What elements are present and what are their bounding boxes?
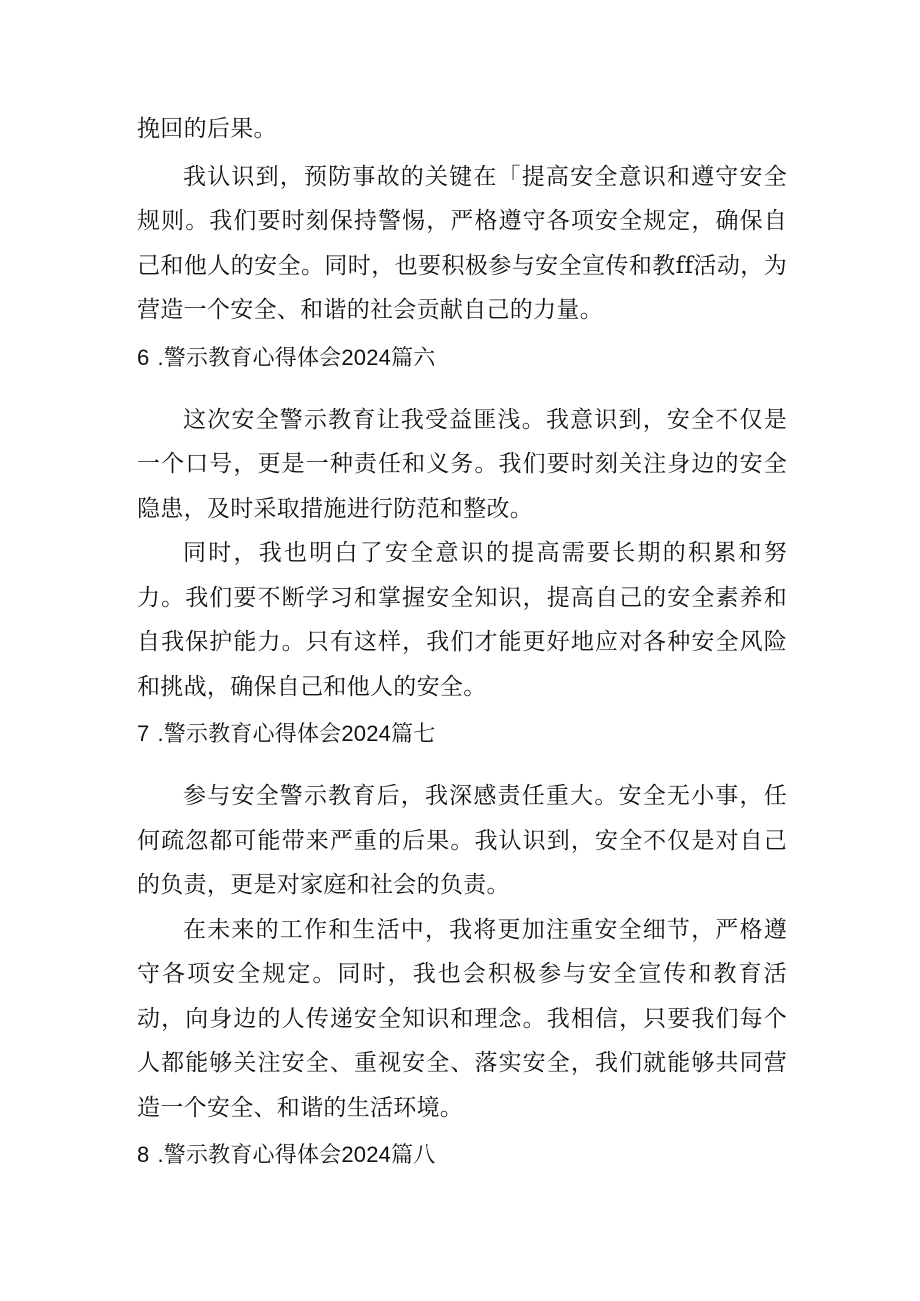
section8-number: 8 xyxy=(137,1142,150,1167)
continuation-text: 挽回的后果。 xyxy=(137,116,277,142)
section7-paragraph-2: 在未来的工作和生活中，我将更加注重安全细节，严格遵守各项安全规定。同时，我也会积极参与安全宣传和教育活动，向身边的人传递安全知识和理念。我相信，只要我们每个人都能够关注安全、重视安全、落实安全，我们就能够共同营造一个安全、和谐的生活环境。 xyxy=(137,916,787,1121)
section6-title: .警示教育心得体会2024篇六 xyxy=(157,344,436,370)
section7-paragraph-1: 参与安全警示教育后，我深感责任重大。安全无小事，任何疏忽都可能带来严重的后果。我认识到，安全不仅是对自己的负责，更是对家庭和社会的负责。 xyxy=(137,783,787,898)
section8-heading xyxy=(137,1133,787,1177)
document-page xyxy=(137,107,787,1177)
section6-number: 6 xyxy=(137,344,150,370)
section5-paragraph: 我认识到，预防事故的关键在「提高安全意识和遵守安全规则。我们要时刻保持警惕，严格遵守各项安全规定，确保自己和他人的安全。同时，也要积极参与安全宣传和教ff活动，为营造一个安全、和谐的社会贡献自己的力量。 xyxy=(137,163,787,323)
section7-number: 7 xyxy=(137,721,150,746)
section7-heading xyxy=(137,712,787,756)
section6-heading xyxy=(137,336,787,380)
section8-title: .警示教育心得体会2024篇八 xyxy=(157,1142,436,1167)
section6-paragraph-1: 这次安全警示教育让我受益匪浅。我意识到，安全不仅是一个口号，更是一种责任和义务。我们要时刻关注身边的安全隐患，及时采取措施进行防范和整改。 xyxy=(137,406,787,522)
section6-paragraph-2: 同时，我也明白了安全意识的提高需要长期的积累和努力。我们要不断学习和掌握安全知识，提高自己的安全素养和自我保护能力。只有这样，我们才能更好地应对各种安全风险和挑战，确保自己和他人的安全。 xyxy=(137,540,787,700)
section7-title: .警示教育心得体会2024篇七 xyxy=(157,721,436,746)
